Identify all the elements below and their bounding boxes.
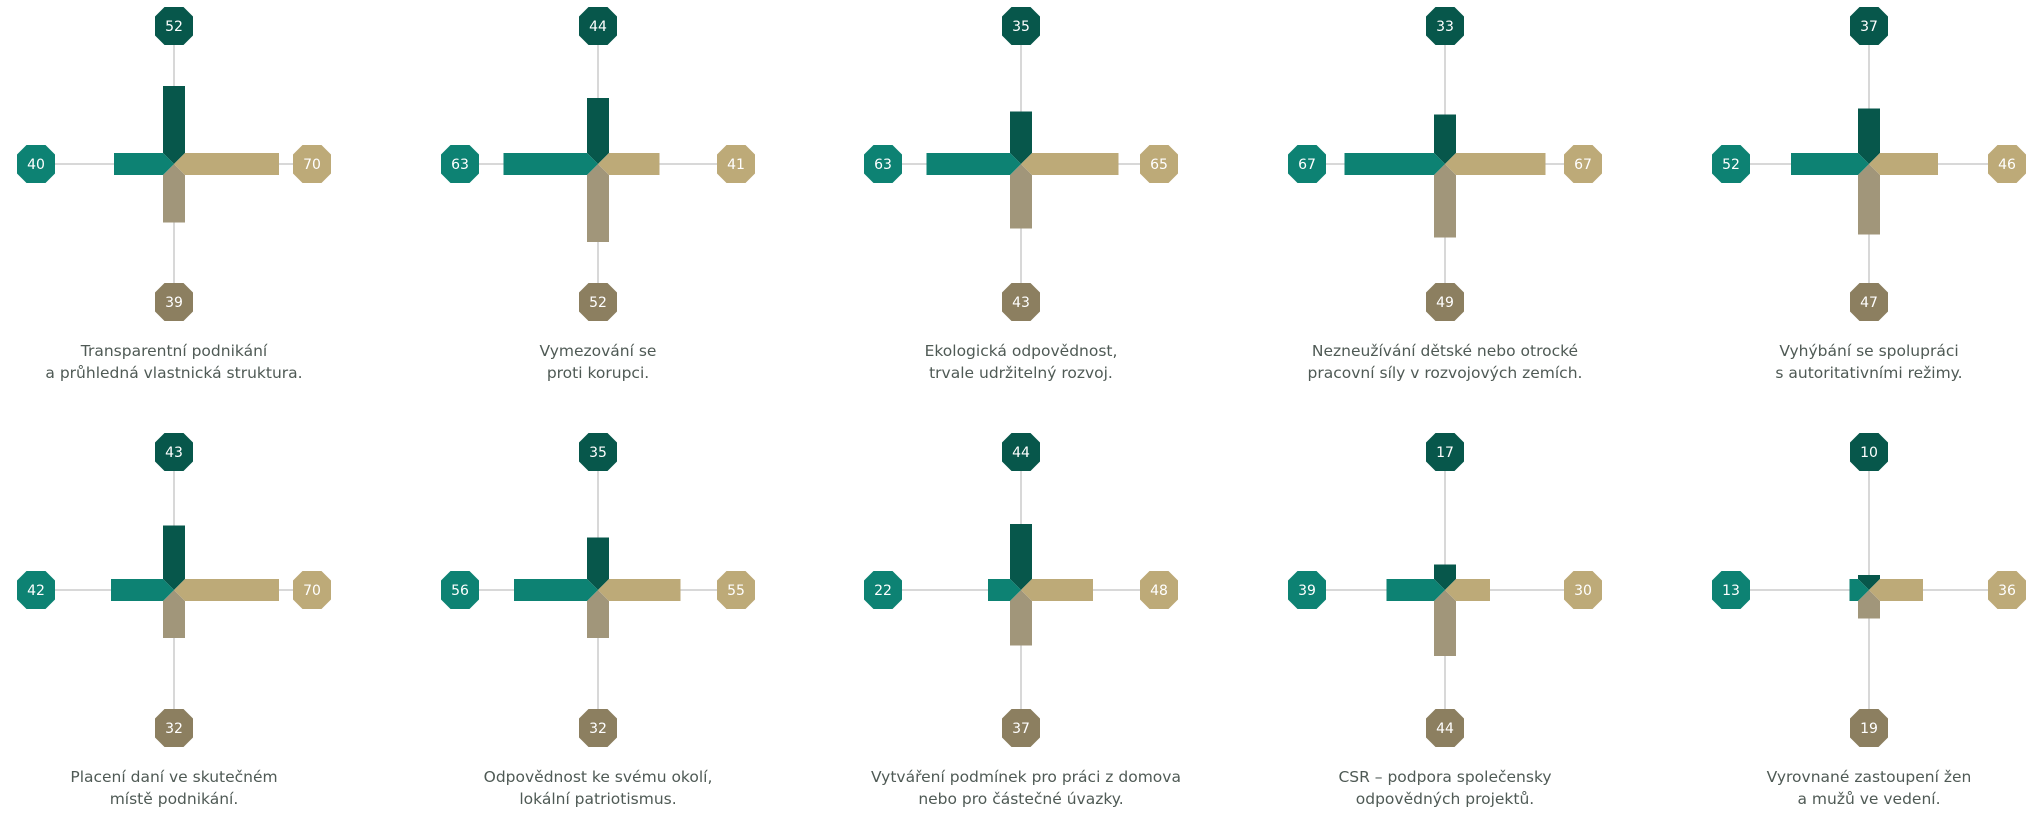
- value-badge-right: [1988, 571, 2026, 609]
- value-label-down: 43: [1012, 295, 1030, 311]
- value-badge-right: [1140, 145, 1178, 183]
- caption-line: pracovní síly v rozvojových zemích.: [1307, 364, 1583, 382]
- chart-panel-4: [1295, 0, 1595, 400]
- value-label-right: 65: [1150, 157, 1168, 173]
- caption-line: Transparentní podnikání: [80, 342, 268, 360]
- panel-caption: [24, 766, 324, 810]
- chart-panel-3: [871, 0, 1171, 400]
- value-label-down: 32: [165, 721, 183, 737]
- bar-left: [514, 579, 598, 601]
- value-label-left: 52: [1722, 157, 1740, 173]
- value-label-left: 63: [874, 157, 892, 173]
- chart-svg-7: [448, 426, 748, 766]
- value-label-right: 67: [1574, 157, 1592, 173]
- bar-up: [163, 526, 185, 591]
- chart-svg-4: [1295, 0, 1595, 340]
- value-label-left: 63: [451, 157, 469, 173]
- bar-right: [598, 579, 681, 601]
- value-badge-up: [1426, 7, 1464, 45]
- value-label-right: 70: [303, 583, 321, 599]
- value-badge-right: [293, 571, 331, 609]
- panel-caption: [1719, 340, 2019, 384]
- panel-caption: [871, 340, 1171, 384]
- bar-right: [1869, 153, 1938, 175]
- value-badge-left: [864, 571, 902, 609]
- bar-right: [174, 579, 279, 601]
- caption-line: trvale udržitelný rozvoj.: [929, 364, 1113, 382]
- bar-up: [587, 538, 609, 591]
- chart-svg-2: [448, 0, 748, 340]
- value-badge-right: [1564, 145, 1602, 183]
- caption-line: a mužů ve vedení.: [1797, 790, 1941, 808]
- caption-line: lokální patriotismus.: [519, 790, 677, 808]
- value-label-left: 42: [27, 583, 45, 599]
- value-badge-up: [1002, 433, 1040, 471]
- bar-left: [114, 153, 174, 175]
- value-label-up: 43: [165, 445, 183, 461]
- chart-panel-7: [448, 426, 748, 826]
- value-badge-down: [1002, 283, 1040, 321]
- value-badge-up: [1850, 7, 1888, 45]
- value-badge-right: [717, 571, 755, 609]
- value-badge-right: [293, 145, 331, 183]
- caption-line: a průhledná vlastnická struktura.: [45, 364, 303, 382]
- chart-svg-5: [1719, 0, 2019, 340]
- value-badge-down: [1002, 709, 1040, 747]
- caption-line: místě podnikání.: [109, 790, 239, 808]
- panel-caption: [24, 340, 324, 384]
- bar-down: [587, 164, 609, 242]
- bar-right: [1021, 153, 1119, 175]
- value-badge-right: [1140, 571, 1178, 609]
- caption-line: CSR – podpora společensky: [1338, 768, 1552, 786]
- chart-svg-1: [24, 0, 324, 340]
- value-label-left: 40: [27, 157, 45, 173]
- value-label-left: 56: [451, 583, 469, 599]
- value-label-left: 22: [874, 583, 892, 599]
- chart-panel-9: [1295, 426, 1595, 826]
- bar-left: [1387, 579, 1446, 601]
- value-badge-left: [1712, 571, 1750, 609]
- value-label-up: 35: [1012, 19, 1030, 35]
- value-label-up: 17: [1436, 445, 1454, 461]
- value-badge-right: [717, 145, 755, 183]
- value-badge-left: [1712, 145, 1750, 183]
- panel-caption: [1295, 340, 1595, 384]
- value-badge-up: [155, 7, 193, 45]
- value-badge-down: [155, 709, 193, 747]
- panel-caption: [1295, 766, 1595, 810]
- value-label-up: 33: [1436, 19, 1454, 35]
- caption-line: nebo pro částečné úvazky.: [918, 790, 1124, 808]
- value-label-down: 19: [1860, 721, 1878, 737]
- bar-down: [1858, 164, 1880, 235]
- value-label-down: 49: [1436, 295, 1454, 311]
- chart-svg-9: [1295, 426, 1595, 766]
- value-badge-right: [1988, 145, 2026, 183]
- caption-line: s autoritativními režimy.: [1775, 364, 1963, 382]
- value-badge-right: [1564, 571, 1602, 609]
- value-badge-up: [1002, 7, 1040, 45]
- value-badge-left: [441, 571, 479, 609]
- value-label-up: 44: [589, 19, 607, 35]
- panel-caption: [448, 340, 748, 384]
- value-badge-left: [441, 145, 479, 183]
- value-badge-up: [1850, 433, 1888, 471]
- value-badge-left: [17, 145, 55, 183]
- value-badge-down: [1850, 283, 1888, 321]
- value-badge-left: [17, 571, 55, 609]
- value-label-down: 32: [589, 721, 607, 737]
- bar-up: [163, 86, 185, 164]
- value-label-right: 41: [727, 157, 745, 173]
- value-label-right: 70: [303, 157, 321, 173]
- chart-panel-1: [24, 0, 324, 400]
- bar-down: [1434, 590, 1456, 656]
- chart-svg-3: [871, 0, 1171, 340]
- value-label-up: 35: [589, 445, 607, 461]
- chart-panel-5: [1719, 0, 2019, 400]
- chart-panel-6: [24, 426, 324, 826]
- value-label-left: 67: [1298, 157, 1316, 173]
- panel-caption: [1719, 766, 2019, 810]
- caption-line: Vyhýbání se spolupráci: [1779, 342, 1959, 360]
- chart-panel-8: [871, 426, 1181, 826]
- value-label-right: 46: [1998, 157, 2016, 173]
- chart-panel-2: [448, 0, 748, 400]
- chart-svg-6: [24, 426, 324, 766]
- bar-left: [111, 579, 174, 601]
- bar-up: [587, 98, 609, 164]
- value-badge-up: [579, 433, 617, 471]
- bar-down: [1010, 164, 1032, 229]
- value-badge-down: [1850, 709, 1888, 747]
- caption-line: Odpovědnost ke svému okolí,: [483, 768, 713, 786]
- value-label-down: 52: [589, 295, 607, 311]
- value-label-down: 44: [1436, 721, 1454, 737]
- bar-left: [1345, 153, 1446, 175]
- value-label-up: 44: [1012, 445, 1030, 461]
- chart-svg-8: [871, 426, 1171, 766]
- value-label-down: 37: [1012, 721, 1030, 737]
- value-badge-down: [1426, 709, 1464, 747]
- bar-right: [1445, 153, 1546, 175]
- value-label-down: 47: [1860, 295, 1878, 311]
- value-label-up: 52: [165, 19, 183, 35]
- bar-up: [1858, 109, 1880, 165]
- panel-caption: [871, 766, 1181, 810]
- value-label-right: 55: [727, 583, 745, 599]
- caption-line: Vytváření podmínek pro práci z domova: [871, 768, 1181, 786]
- bar-right: [598, 153, 660, 175]
- value-label-up: 37: [1860, 19, 1878, 35]
- bar-left: [1791, 153, 1869, 175]
- bar-down: [163, 164, 185, 223]
- caption-line: Ekologická odpovědnost,: [924, 342, 1118, 360]
- caption-line: Nezneužívání dětské nebo otrocké: [1311, 342, 1579, 360]
- value-badge-left: [1288, 571, 1326, 609]
- value-label-right: 30: [1574, 583, 1592, 599]
- bar-left: [504, 153, 599, 175]
- caption-line: odpovědných projektů.: [1355, 790, 1535, 808]
- panel-caption: [448, 766, 748, 810]
- caption-line: proti korupci.: [546, 364, 650, 382]
- chart-panel-10: [1719, 426, 2019, 826]
- value-label-down: 39: [165, 295, 183, 311]
- chart-svg-10: [1719, 426, 2019, 766]
- value-badge-left: [1288, 145, 1326, 183]
- value-badge-down: [1426, 283, 1464, 321]
- bar-right: [1021, 579, 1093, 601]
- bar-left: [927, 153, 1022, 175]
- bar-down: [1010, 590, 1032, 646]
- value-badge-up: [155, 433, 193, 471]
- value-badge-down: [579, 283, 617, 321]
- caption-line: Placení daní ve skutečném: [70, 768, 278, 786]
- bar-right: [1869, 579, 1923, 601]
- bar-down: [1434, 164, 1456, 238]
- caption-line: Vymezování se: [539, 342, 657, 360]
- value-badge-left: [864, 145, 902, 183]
- bar-up: [1010, 524, 1032, 590]
- value-badge-up: [579, 7, 617, 45]
- caption-line: Vyrovnané zastoupení žen: [1766, 768, 1972, 786]
- value-label-left: 13: [1722, 583, 1740, 599]
- bar-up: [1010, 112, 1032, 165]
- value-label-right: 36: [1998, 583, 2016, 599]
- bar-right: [174, 153, 279, 175]
- value-badge-down: [579, 709, 617, 747]
- value-label-up: 10: [1860, 445, 1878, 461]
- value-badge-down: [155, 283, 193, 321]
- value-label-right: 48: [1150, 583, 1168, 599]
- value-badge-up: [1426, 433, 1464, 471]
- value-label-left: 39: [1298, 583, 1316, 599]
